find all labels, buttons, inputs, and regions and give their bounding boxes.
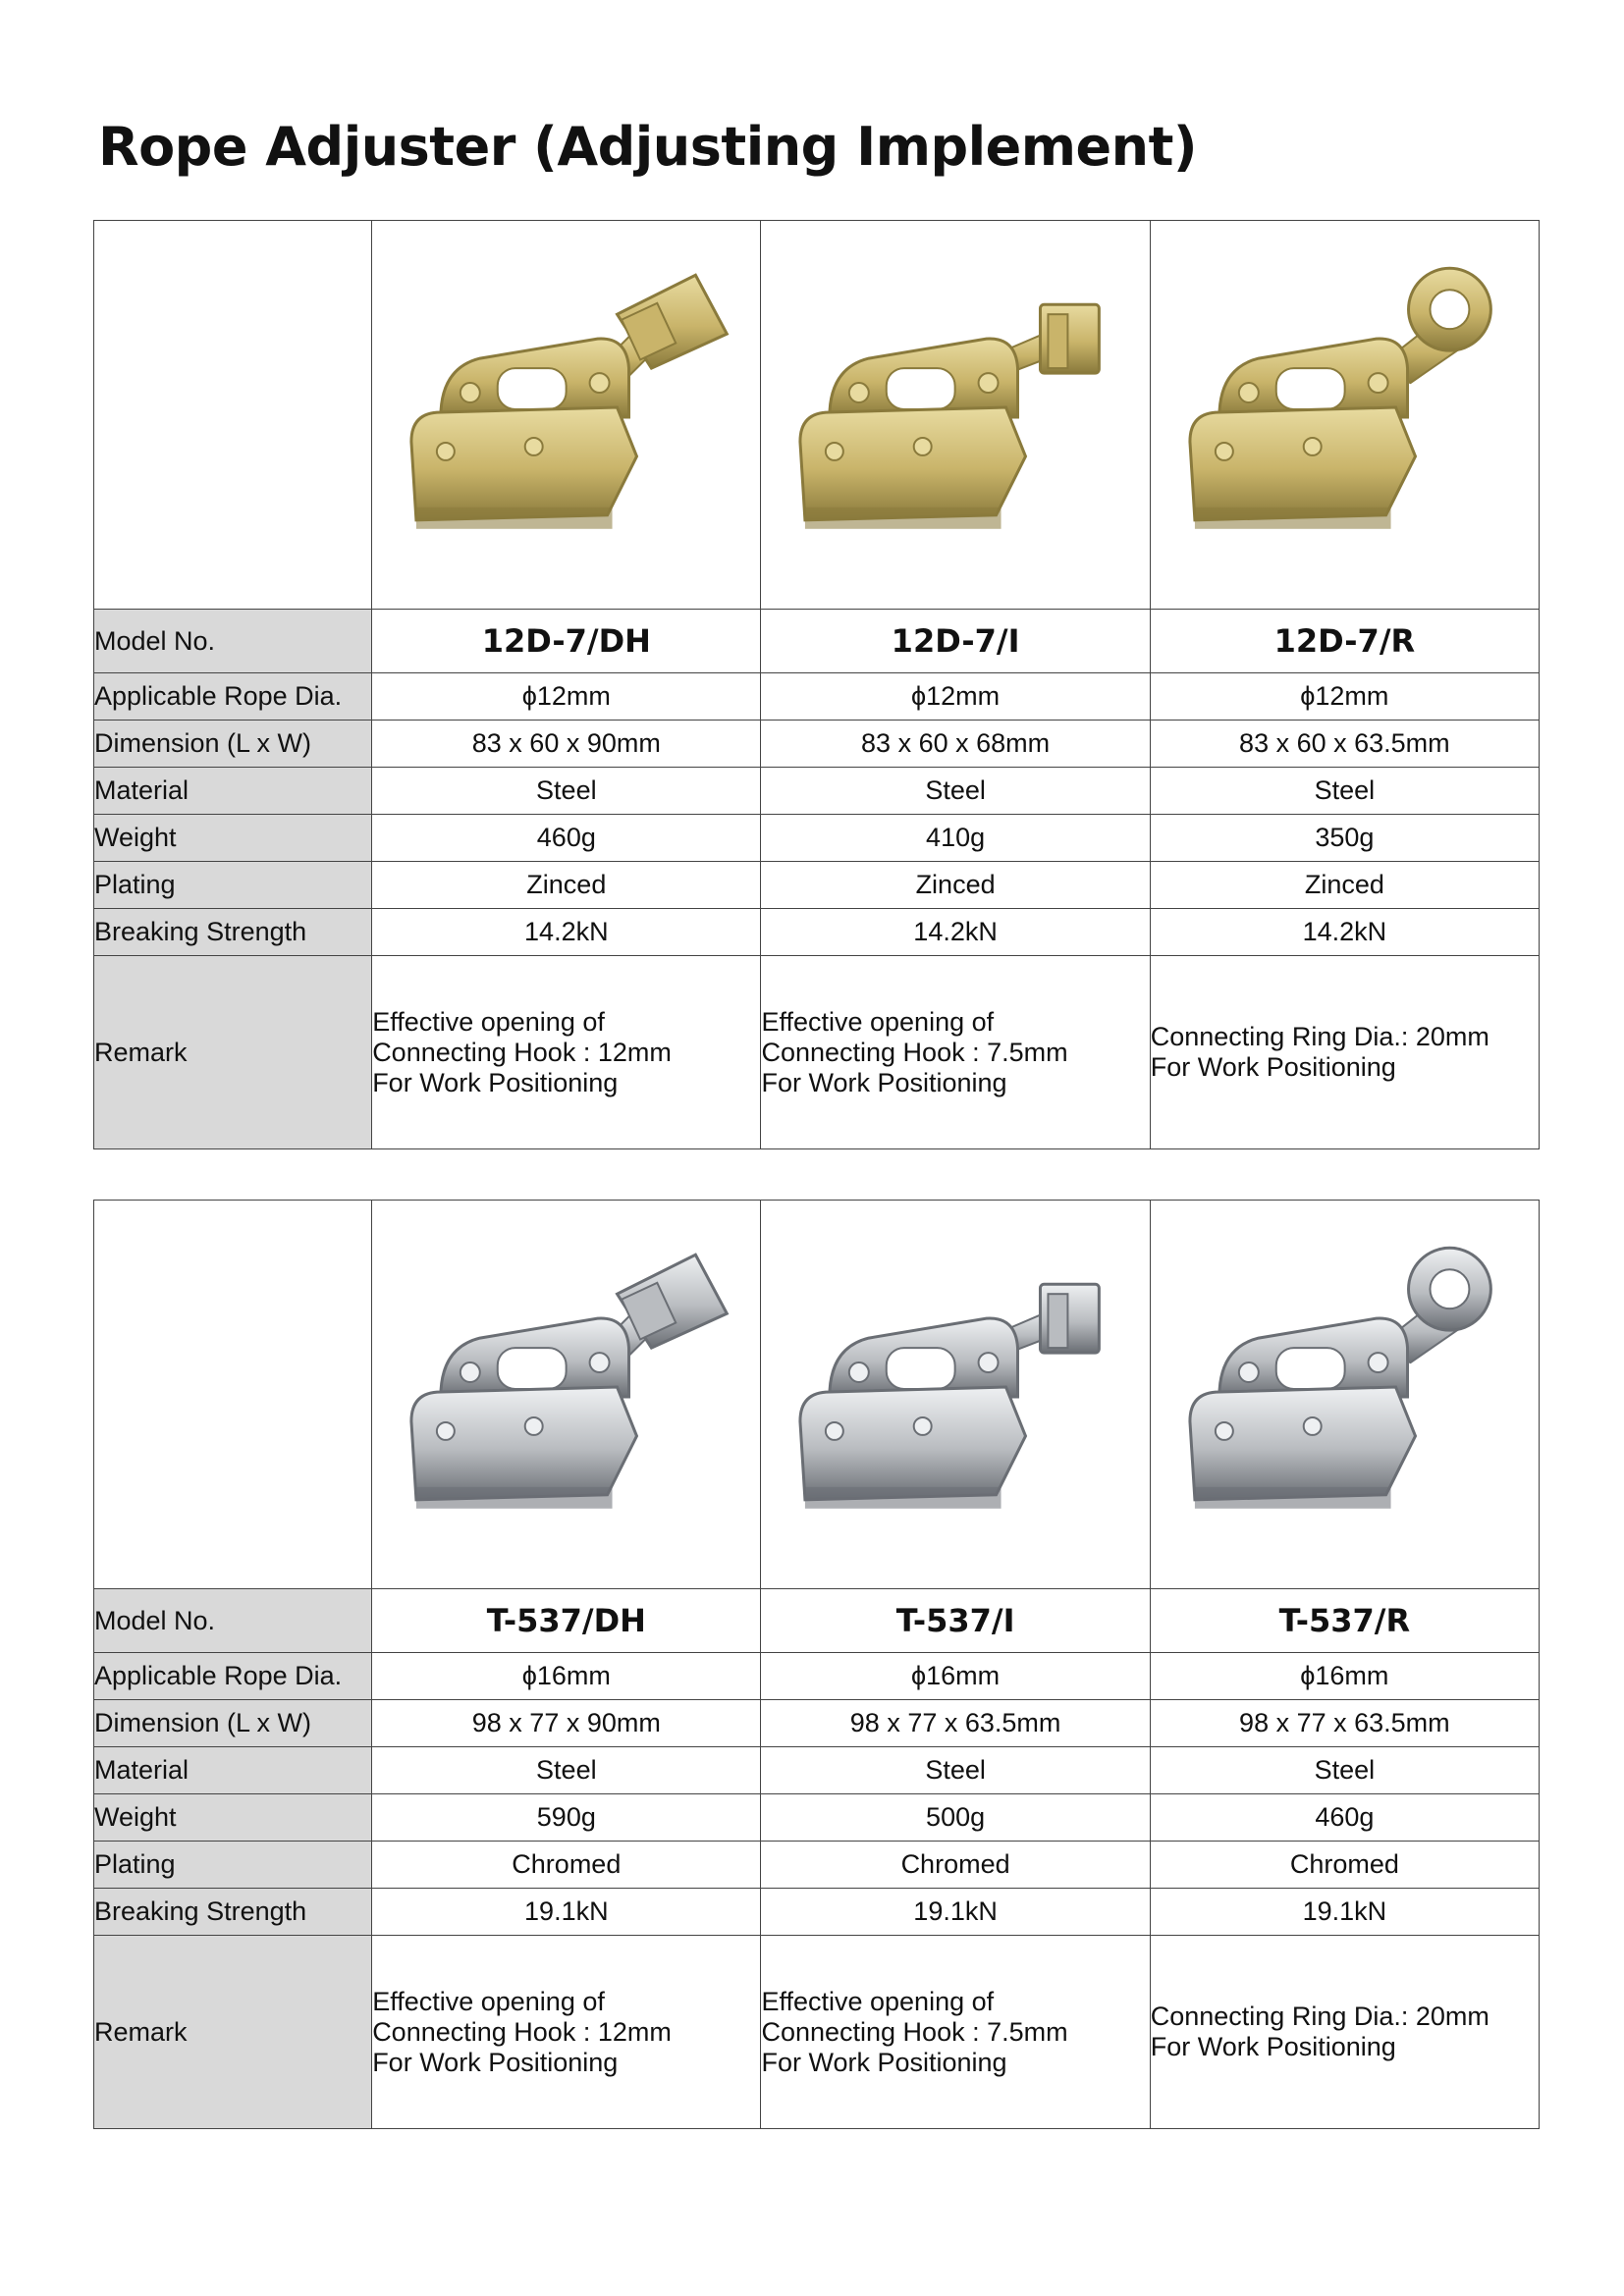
model-number: T-537/R bbox=[1150, 1589, 1539, 1653]
dimension-value: 98 x 77 x 63.5mm bbox=[1150, 1700, 1539, 1747]
remark-line: For Work Positioning bbox=[761, 1067, 1007, 1097]
model-number: 12D-7/R bbox=[1150, 610, 1539, 673]
remark-row bbox=[94, 1936, 1540, 2129]
product-image-cell bbox=[761, 221, 1150, 610]
remark-cell bbox=[372, 1936, 761, 2129]
empty-corner-cell bbox=[94, 221, 372, 610]
remark-line: Effective opening of bbox=[761, 1006, 995, 1037]
rope-adjuster-i-image bbox=[761, 221, 1149, 609]
plating-value: Zinced bbox=[761, 862, 1150, 909]
dimension-value: 98 x 77 x 90mm bbox=[372, 1700, 761, 1747]
rope-dia-value: ϕ16mm bbox=[372, 1653, 761, 1700]
breaking-strength-value: 14.2kN bbox=[761, 909, 1150, 956]
remark-line: Connecting Ring Dia.: 20mm bbox=[1150, 1022, 1489, 1051]
material-row bbox=[94, 768, 1540, 815]
image-row bbox=[94, 221, 1540, 610]
weight-value: 590g bbox=[372, 1794, 761, 1842]
weight-value: 460g bbox=[1150, 1794, 1539, 1842]
remark-line: Effective opening of bbox=[372, 1006, 605, 1037]
image-row bbox=[94, 1201, 1540, 1589]
row-label-model: Model No. bbox=[94, 610, 372, 673]
row-label-remark: Remark bbox=[94, 1936, 372, 2129]
rope-adjuster-i-image bbox=[761, 1201, 1149, 1588]
remark-line: Connecting Ring Dia.: 20mm bbox=[1150, 2002, 1489, 2031]
rope-dia-value: ϕ12mm bbox=[372, 673, 761, 721]
product-image-cell bbox=[1150, 1201, 1539, 1589]
remark-line: Connecting Hook : 12mm bbox=[372, 2016, 672, 2047]
breaking-strength-row bbox=[94, 1889, 1540, 1936]
row-label-weight: Weight bbox=[94, 815, 372, 862]
rope-dia-value: ϕ12mm bbox=[1150, 673, 1539, 721]
material-value: Steel bbox=[372, 1747, 761, 1794]
breaking-strength-value: 14.2kN bbox=[1150, 909, 1539, 956]
product-image-cell bbox=[1150, 221, 1539, 610]
rope-dia-value: ϕ16mm bbox=[1150, 1653, 1539, 1700]
spec-table-12d7 bbox=[93, 220, 1540, 1149]
remark-line: Connecting Hook : 7.5mm bbox=[761, 1037, 1068, 1067]
row-label-rope-dia: Applicable Rope Dia. bbox=[94, 1653, 372, 1700]
breaking-strength-value: 14.2kN bbox=[372, 909, 761, 956]
empty-corner-cell bbox=[94, 1201, 372, 1589]
remark-line: Connecting Hook : 12mm bbox=[372, 1037, 672, 1067]
breaking-strength-value: 19.1kN bbox=[1150, 1889, 1539, 1936]
row-label-dimension: Dimension (L x W) bbox=[94, 1700, 372, 1747]
row-label-plating: Plating bbox=[94, 1842, 372, 1889]
model-number: 12D-7/DH bbox=[372, 610, 761, 673]
weight-value: 460g bbox=[372, 815, 761, 862]
row-label-material: Material bbox=[94, 768, 372, 815]
plating-value: Zinced bbox=[1150, 862, 1539, 909]
remark-row bbox=[94, 956, 1540, 1149]
remark-line: For Work Positioning bbox=[372, 2047, 619, 2077]
rope-adjuster-dh-image bbox=[372, 221, 760, 609]
row-label-plating: Plating bbox=[94, 862, 372, 909]
remark-line: Effective opening of bbox=[372, 1986, 605, 2016]
dimension-value: 83 x 60 x 63.5mm bbox=[1150, 721, 1539, 768]
remark-cell bbox=[761, 956, 1150, 1149]
row-label-dimension: Dimension (L x W) bbox=[94, 721, 372, 768]
remark-line: Connecting Hook : 7.5mm bbox=[761, 2016, 1068, 2047]
material-value: Steel bbox=[761, 768, 1150, 815]
row-label-breaking-strength: Breaking Strength bbox=[94, 1889, 372, 1936]
material-value: Steel bbox=[1150, 1747, 1539, 1794]
spec-table-t537 bbox=[93, 1200, 1540, 2129]
rope-dia-value: ϕ16mm bbox=[761, 1653, 1150, 1700]
weight-value: 350g bbox=[1150, 815, 1539, 862]
product-image-cell bbox=[761, 1201, 1150, 1589]
row-label-breaking-strength: Breaking Strength bbox=[94, 909, 372, 956]
material-value: Steel bbox=[1150, 768, 1539, 815]
rope-dia-row bbox=[94, 673, 1540, 721]
material-row bbox=[94, 1747, 1540, 1794]
row-label-model: Model No. bbox=[94, 1589, 372, 1653]
remark-line: Effective opening of bbox=[761, 1986, 995, 2016]
dimension-value: 98 x 77 x 63.5mm bbox=[761, 1700, 1150, 1747]
plating-value: Chromed bbox=[372, 1842, 761, 1889]
remark-cell bbox=[372, 956, 761, 1149]
dimension-row bbox=[94, 721, 1540, 768]
dimension-value: 83 x 60 x 68mm bbox=[761, 721, 1150, 768]
breaking-strength-value: 19.1kN bbox=[372, 1889, 761, 1936]
dimension-value: 83 x 60 x 90mm bbox=[372, 721, 761, 768]
remark-line: For Work Positioning bbox=[761, 2047, 1007, 2077]
model-row bbox=[94, 610, 1540, 673]
remark-cell bbox=[761, 1936, 1150, 2129]
remark-cell bbox=[1150, 956, 1539, 1149]
material-value: Steel bbox=[761, 1747, 1150, 1794]
model-number: 12D-7/I bbox=[761, 610, 1150, 673]
model-number: T-537/I bbox=[761, 1589, 1150, 1653]
rope-dia-row bbox=[94, 1653, 1540, 1700]
row-label-material: Material bbox=[94, 1747, 372, 1794]
row-label-rope-dia: Applicable Rope Dia. bbox=[94, 673, 372, 721]
material-value: Steel bbox=[372, 768, 761, 815]
dimension-row bbox=[94, 1700, 1540, 1747]
weight-value: 500g bbox=[761, 1794, 1150, 1842]
plating-row bbox=[94, 862, 1540, 909]
product-image-cell bbox=[372, 1201, 761, 1589]
page-title: Rope Adjuster (Adjusting Implement) bbox=[98, 116, 1198, 178]
product-image-cell bbox=[372, 221, 761, 610]
plating-row bbox=[94, 1842, 1540, 1889]
plating-value: Chromed bbox=[1150, 1842, 1539, 1889]
remark-line: For Work Positioning bbox=[372, 1067, 619, 1097]
remark-cell bbox=[1150, 1936, 1539, 2129]
remark-line: For Work Positioning bbox=[1150, 1052, 1396, 1082]
rope-adjuster-r-image bbox=[1151, 1201, 1539, 1588]
row-label-weight: Weight bbox=[94, 1794, 372, 1842]
rope-dia-value: ϕ12mm bbox=[761, 673, 1150, 721]
rope-adjuster-r-image bbox=[1151, 221, 1539, 609]
plating-value: Zinced bbox=[372, 862, 761, 909]
model-number: T-537/DH bbox=[372, 1589, 761, 1653]
model-row bbox=[94, 1589, 1540, 1653]
breaking-strength-row bbox=[94, 909, 1540, 956]
remark-line: For Work Positioning bbox=[1150, 2032, 1396, 2061]
rope-adjuster-dh-image bbox=[372, 1201, 760, 1588]
plating-value: Chromed bbox=[761, 1842, 1150, 1889]
weight-row bbox=[94, 815, 1540, 862]
weight-value: 410g bbox=[761, 815, 1150, 862]
breaking-strength-value: 19.1kN bbox=[761, 1889, 1150, 1936]
row-label-remark: Remark bbox=[94, 956, 372, 1149]
weight-row bbox=[94, 1794, 1540, 1842]
